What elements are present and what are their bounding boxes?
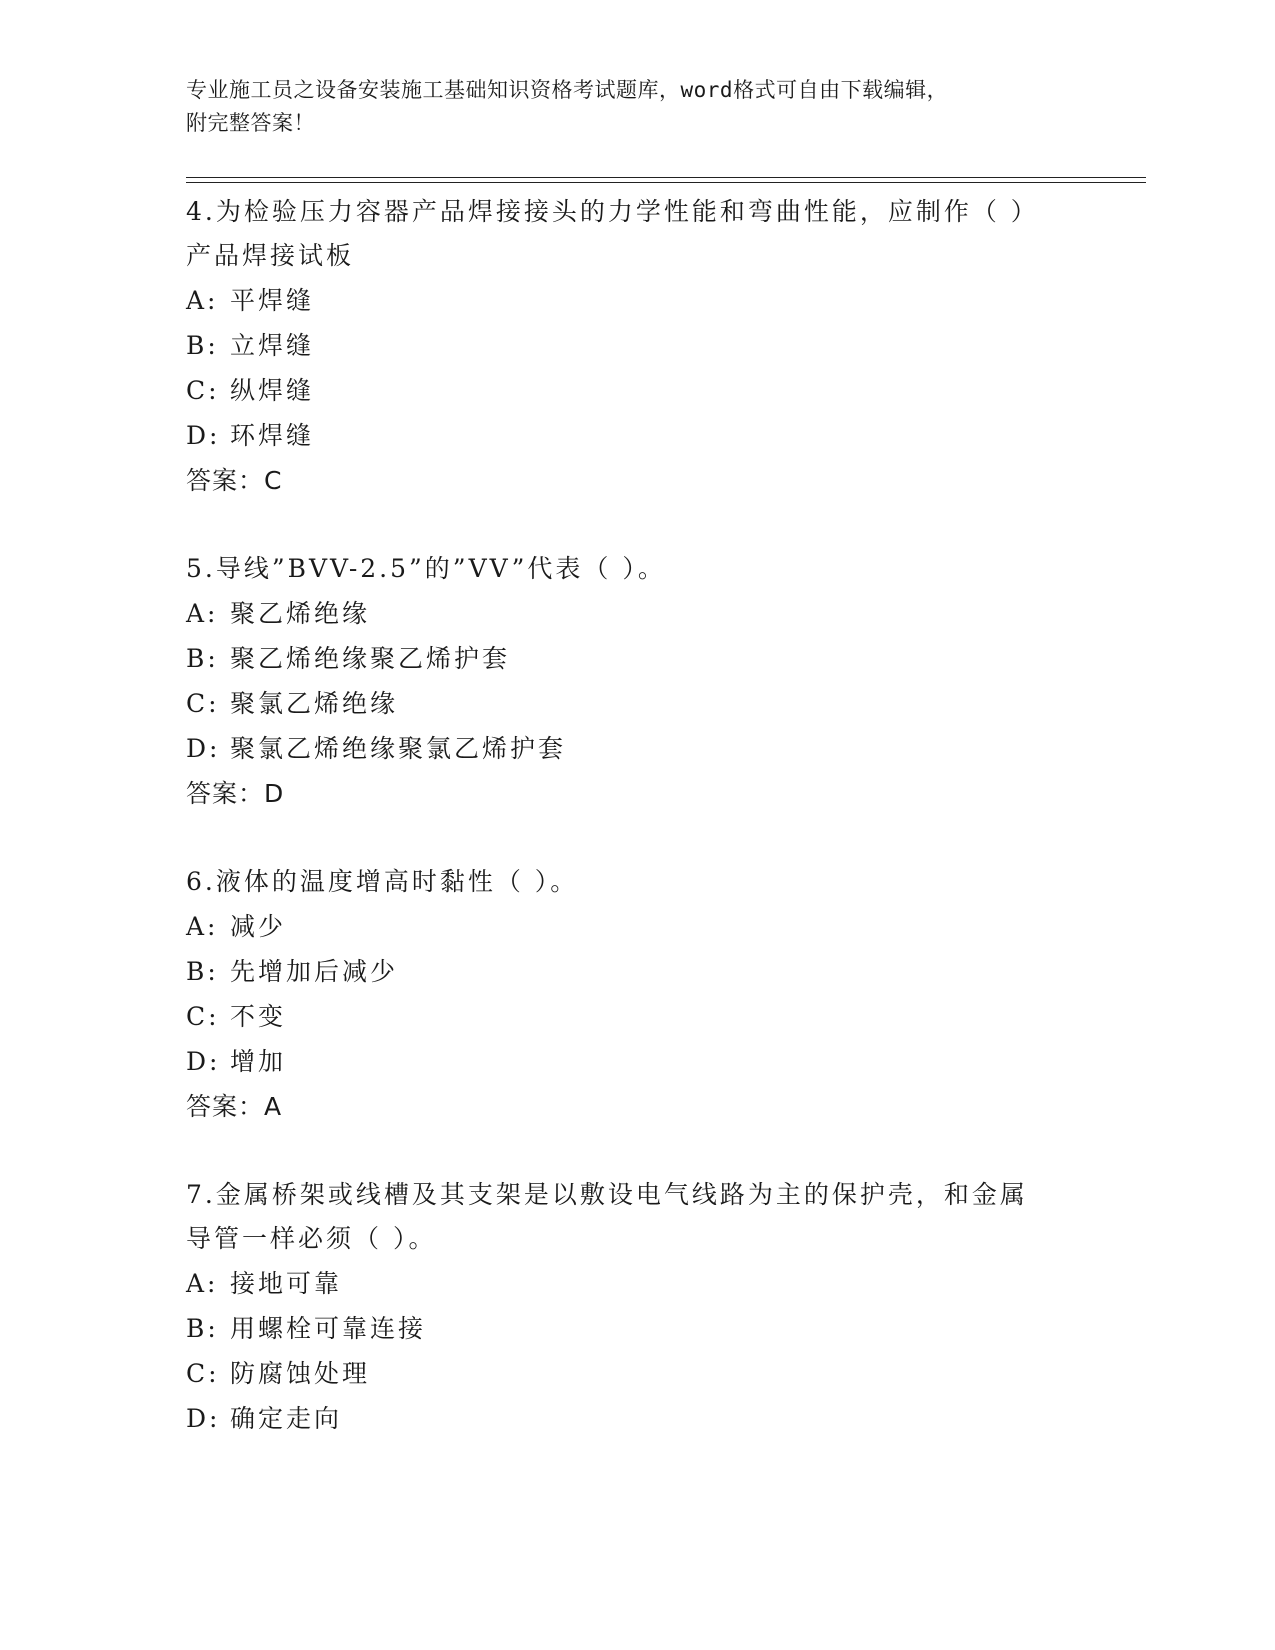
option-letter: B: <box>186 644 219 673</box>
answer-option <box>186 1039 1086 1084</box>
option-text: 环焊缝 <box>230 421 315 450</box>
answer-option <box>186 413 1086 458</box>
option-text: 增加 <box>230 1047 287 1076</box>
option-text: 聚氯乙烯绝缘聚氯乙烯护套 <box>230 734 567 763</box>
option-text: 先增加后减少 <box>230 957 399 986</box>
header-divider-top <box>186 177 1146 178</box>
option-text: 聚乙烯绝缘 <box>230 599 371 628</box>
option-text: 纵焊缝 <box>230 376 315 405</box>
question-stem: 4.为检验压力容器产品焊接接头的力学性能和弯曲性能，应制作（ ） <box>186 197 1039 226</box>
question-stem: 6.液体的温度增高时黏性（ ）。 <box>186 867 579 896</box>
answer-option <box>186 726 1086 771</box>
option-text: 防腐蚀处理 <box>230 1359 371 1388</box>
answer-option <box>186 636 1086 681</box>
question-stem: 产品焊接试板 <box>186 241 355 270</box>
option-letter: B: <box>186 957 219 986</box>
answer-option <box>186 591 1086 636</box>
header-line-2: 附完整答案！ <box>186 111 315 135</box>
answer-key: 答案：C <box>186 466 283 495</box>
option-letter: D: <box>186 421 221 450</box>
answer-key: 答案：D <box>186 779 285 808</box>
answer-key: 答案：A <box>186 1092 283 1121</box>
question-block <box>186 860 1086 1129</box>
option-text: 聚乙烯绝缘聚乙烯护套 <box>230 644 511 673</box>
question-list <box>186 190 1086 1485</box>
option-letter: B: <box>186 331 219 360</box>
option-letter: C: <box>186 376 220 405</box>
answer-option <box>186 323 1086 368</box>
option-text: 不变 <box>230 1002 287 1031</box>
question-stem: 5.导线”BVV-2.5”的”VV”代表（ ）。 <box>186 554 666 583</box>
question-block <box>186 547 1086 816</box>
option-text: 平焊缝 <box>230 286 315 315</box>
question-block <box>186 1173 1086 1441</box>
option-letter: A: <box>186 912 219 941</box>
answer-option <box>186 1351 1086 1396</box>
option-text: 确定走向 <box>230 1404 343 1433</box>
answer-option <box>186 1306 1086 1351</box>
question-stem: 导管一样必须（ ）。 <box>186 1224 437 1253</box>
answer-option <box>186 368 1086 413</box>
answer-option <box>186 994 1086 1039</box>
answer-option <box>186 278 1086 323</box>
option-letter: D: <box>186 1404 221 1433</box>
option-text: 立焊缝 <box>230 331 315 360</box>
header-divider-bottom <box>186 182 1146 183</box>
option-text: 聚氯乙烯绝缘 <box>230 689 399 718</box>
option-letter: A: <box>186 286 219 315</box>
document-header <box>186 74 1066 140</box>
option-letter: D: <box>186 734 221 763</box>
answer-option <box>186 949 1086 994</box>
option-text: 减少 <box>230 912 287 941</box>
option-letter: B: <box>186 1314 219 1343</box>
header-line-1: 专业施工员之设备安装施工基础知识资格考试题库，word格式可自由下载编辑， <box>186 78 949 102</box>
option-text: 接地可靠 <box>230 1269 343 1298</box>
answer-option <box>186 904 1086 949</box>
option-letter: C: <box>186 1359 220 1388</box>
option-letter: A: <box>186 1269 219 1298</box>
option-letter: C: <box>186 1002 220 1031</box>
option-letter: C: <box>186 689 220 718</box>
option-text: 用螺栓可靠连接 <box>230 1314 427 1343</box>
question-stem: 7.金属桥架或线槽及其支架是以敷设电气线路为主的保护壳，和金属 <box>186 1180 1028 1209</box>
option-letter: A: <box>186 599 219 628</box>
option-letter: D: <box>186 1047 221 1076</box>
answer-option <box>186 1396 1086 1441</box>
answer-option <box>186 1261 1086 1306</box>
answer-option <box>186 681 1086 726</box>
question-block <box>186 190 1086 503</box>
